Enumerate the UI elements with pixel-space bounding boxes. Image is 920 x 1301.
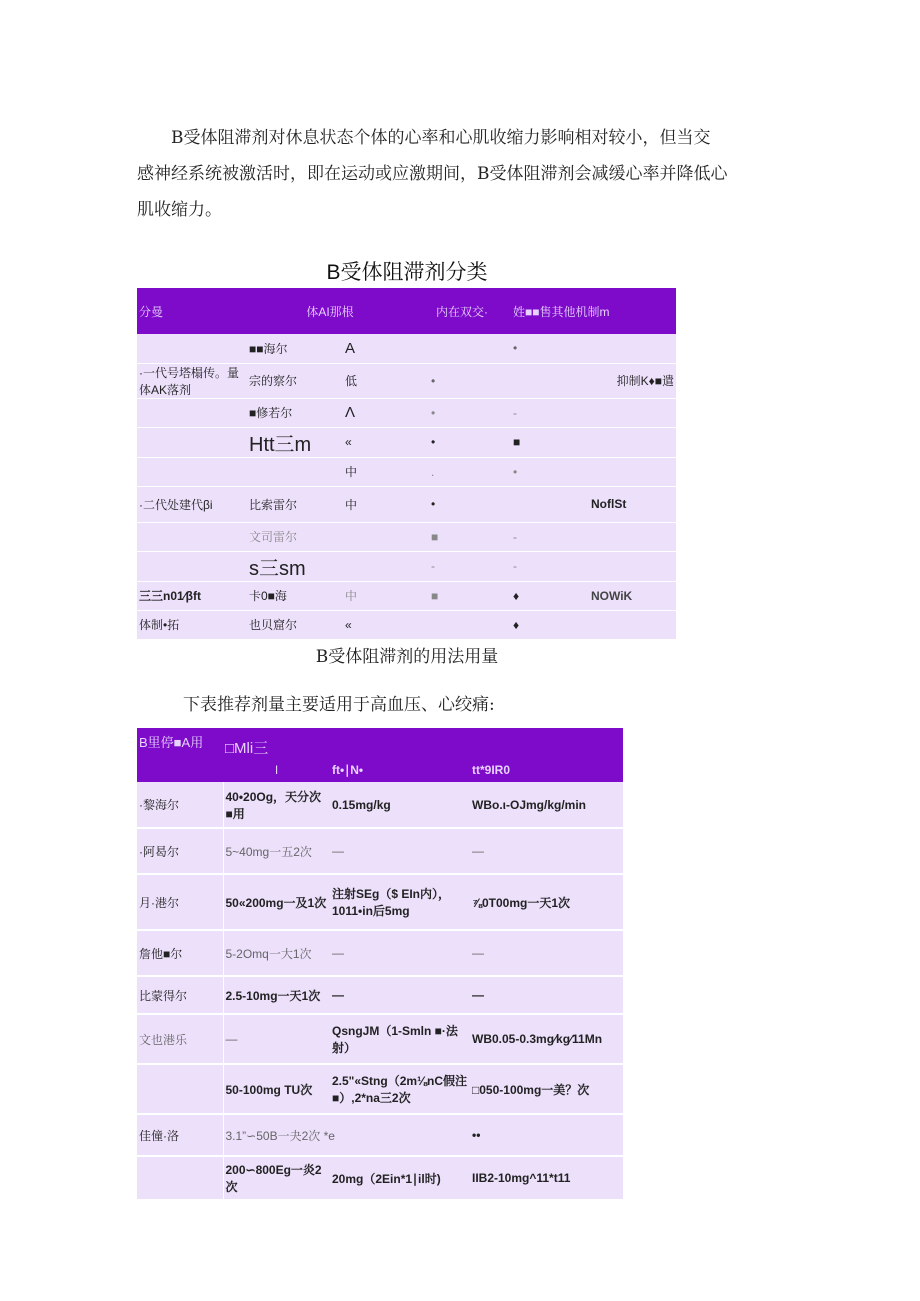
table-cell	[137, 334, 247, 363]
table-cell: •	[511, 457, 589, 486]
intro-line-1: B受体阻滞剂对休息状态个体的心率和心肌收缩力影响相对较小，但当交	[171, 128, 711, 148]
table-cell: ■	[413, 581, 511, 610]
table-cell: 比蒙得尔	[137, 976, 223, 1014]
table-row	[137, 1014, 623, 1064]
table-cell	[589, 551, 676, 581]
table-cell: 50-100mg TU次	[223, 1064, 330, 1114]
table-cell: 宗的察尔	[247, 363, 343, 398]
table-cell: 詹他■尔	[137, 930, 223, 976]
table-cell: 50«200mg一及1次	[223, 874, 330, 930]
table-cell: 3.1”∽50B一夬2次 *e	[223, 1114, 470, 1156]
table-cell: 0.15mg/kg	[330, 782, 470, 828]
table-cell: -	[413, 551, 511, 581]
table1-header-cell: 体AI那根	[247, 288, 413, 334]
table-cell: 抑制K♦■遣	[589, 363, 676, 398]
table-cell	[589, 457, 676, 486]
table-cell	[137, 522, 247, 551]
table-cell	[511, 486, 589, 522]
table-row	[137, 522, 676, 551]
table-cell: 注射SEg（$ EIn内），1011•in后5mg	[330, 874, 470, 930]
table-cell: —	[223, 1014, 330, 1064]
table-row	[137, 427, 676, 457]
table1-title: B受体阻滞剂分类	[326, 261, 488, 284]
table-row	[137, 930, 623, 976]
table-cell: ·一代号塔榻传。量体AK落剂	[137, 363, 247, 398]
table-cell: ■	[413, 522, 511, 551]
table1-header-row	[137, 288, 676, 334]
table-cell: Λ	[343, 398, 413, 427]
table-cell: ■修若尔	[247, 398, 343, 427]
table-cell	[511, 363, 589, 398]
table-cell: ·阿曷尔	[137, 828, 223, 874]
table-cell: s三sm	[247, 551, 343, 581]
table-cell	[589, 334, 676, 363]
table-cell: WBo.ι-OJmg/kg/min	[470, 782, 623, 828]
table-cell: 月·港尔	[137, 874, 223, 930]
table-cell: 三三n01∕βft	[137, 581, 247, 610]
table-row	[137, 486, 676, 522]
table-row	[137, 1156, 623, 1200]
intro-paragraph	[137, 120, 787, 228]
table-cell: IIB2-10mg^11*t11	[470, 1156, 623, 1200]
dosage-table	[137, 728, 623, 1201]
table-cell: 40•20Og，天分次■用	[223, 782, 330, 828]
table-cell: —	[330, 930, 470, 976]
table-cell: 佳僮·洛	[137, 1114, 223, 1156]
table-cell: 5-2Omq一大1次	[223, 930, 330, 976]
table-cell: 中	[343, 486, 413, 522]
table-cell: 2.5-10mg一天1次	[223, 976, 330, 1014]
table-cell: —	[330, 828, 470, 874]
table-cell	[413, 610, 511, 639]
table-row	[137, 398, 676, 427]
table-cell	[137, 1064, 223, 1114]
table-cell: 中	[343, 581, 413, 610]
table-cell	[343, 551, 413, 581]
table-cell: 比索雷尔	[247, 486, 343, 522]
table2-subheader-cell: I	[223, 758, 330, 782]
table1-header-cell: 分曼	[137, 288, 247, 334]
table-row	[137, 782, 623, 828]
table-cell: «	[343, 610, 413, 639]
table-cell: 体制•拓	[137, 610, 247, 639]
table2-header-cell	[330, 728, 623, 758]
table-row	[137, 363, 676, 398]
table2-header-cell: □Mli三	[223, 728, 330, 758]
table1-header-cell: 姓■■售其他机制m	[511, 288, 676, 334]
table-cell: □050-100mg一美？次	[470, 1064, 623, 1114]
dosage-intro: 下表推荐剂量主要适用于高血压、心绞痛:	[183, 695, 495, 715]
table-cell	[589, 522, 676, 551]
table-cell: ••	[470, 1114, 623, 1156]
table-cell: —	[330, 976, 470, 1014]
table-cell: 20mg（2Ein*1∣il时)	[330, 1156, 470, 1200]
table-cell: •	[413, 486, 511, 522]
section-heading: B受体阻滞剂的用法用量	[315, 647, 499, 667]
table-cell: 卡0■海	[247, 581, 343, 610]
table-cell: NoflSt	[589, 486, 676, 522]
table2-subheader-cell: ft•∣N•	[330, 758, 470, 782]
table-row	[137, 1114, 623, 1156]
table-row	[137, 874, 623, 930]
table-cell: QsngJM（1-Smln ■·法射）	[330, 1014, 470, 1064]
table-cell: ♦	[511, 581, 589, 610]
table-cell: ■■海尔	[247, 334, 343, 363]
table-cell: -	[511, 522, 589, 551]
table-cell: ⅞0T00mg一天1次	[470, 874, 623, 930]
table-cell: «	[343, 427, 413, 457]
table-cell: •	[511, 334, 589, 363]
table-cell: .	[413, 457, 511, 486]
table-row	[137, 457, 676, 486]
table-row	[137, 551, 676, 581]
table-row	[137, 581, 676, 610]
table-cell	[137, 427, 247, 457]
table-cell: •	[413, 427, 511, 457]
table-row	[137, 334, 676, 363]
table2-header-row	[137, 728, 623, 758]
table-cell: 低	[343, 363, 413, 398]
table-cell	[589, 610, 676, 639]
table-cell: WB0.05-0.3mg∕kg∕11Mn	[470, 1014, 623, 1064]
table-row	[137, 828, 623, 874]
table-cell: -	[511, 551, 589, 581]
table1-header-cell: 内在双交·	[413, 288, 511, 334]
table-cell	[137, 1156, 223, 1200]
table-cell: 中	[343, 457, 413, 486]
table-cell	[589, 398, 676, 427]
table-row	[137, 976, 623, 1014]
table-cell: —	[470, 930, 623, 976]
table2-subheader-cell: tt*9IR0	[470, 758, 623, 782]
table-row	[137, 1064, 623, 1114]
table-cell: 2.5"«Stng（2m⅛nC假注■）,2*na三2次	[330, 1064, 470, 1114]
table-cell: —	[470, 828, 623, 874]
table-cell	[343, 522, 413, 551]
table2-header-cell: B里停■A用	[137, 728, 223, 782]
table-cell	[137, 551, 247, 581]
table-cell: ·二代处建代βi	[137, 486, 247, 522]
table-cell: 5~40mg一五2次	[223, 828, 330, 874]
table-cell: ·黎海尔	[137, 782, 223, 828]
table-cell	[137, 457, 247, 486]
table-cell: 文也港乐	[137, 1014, 223, 1064]
table-cell	[413, 334, 511, 363]
table-cell: -	[511, 398, 589, 427]
table-cell: •	[413, 398, 511, 427]
table-cell: —	[470, 976, 623, 1014]
intro-line-3: 肌收缩力。	[137, 200, 222, 220]
classification-table	[137, 288, 676, 640]
table-cell: •	[413, 363, 511, 398]
table-cell: ♦	[511, 610, 589, 639]
table-cell: A	[343, 334, 413, 363]
table-cell	[137, 398, 247, 427]
table-cell	[589, 427, 676, 457]
table-row	[137, 610, 676, 639]
table-cell: NOWiK	[589, 581, 676, 610]
intro-line-2: 感神经系统被激活时，即在运动或应激期间，B受体阻滞剂会减缓心率并降低心	[137, 164, 728, 184]
table-cell: 文司雷尔	[247, 522, 343, 551]
table-cell: Htt三m	[247, 427, 343, 457]
table-cell: ■	[511, 427, 589, 457]
table-cell: 也贝窟尔	[247, 610, 343, 639]
table-cell: 200∽800Eg一炎2次	[223, 1156, 330, 1200]
table-cell	[247, 457, 343, 486]
